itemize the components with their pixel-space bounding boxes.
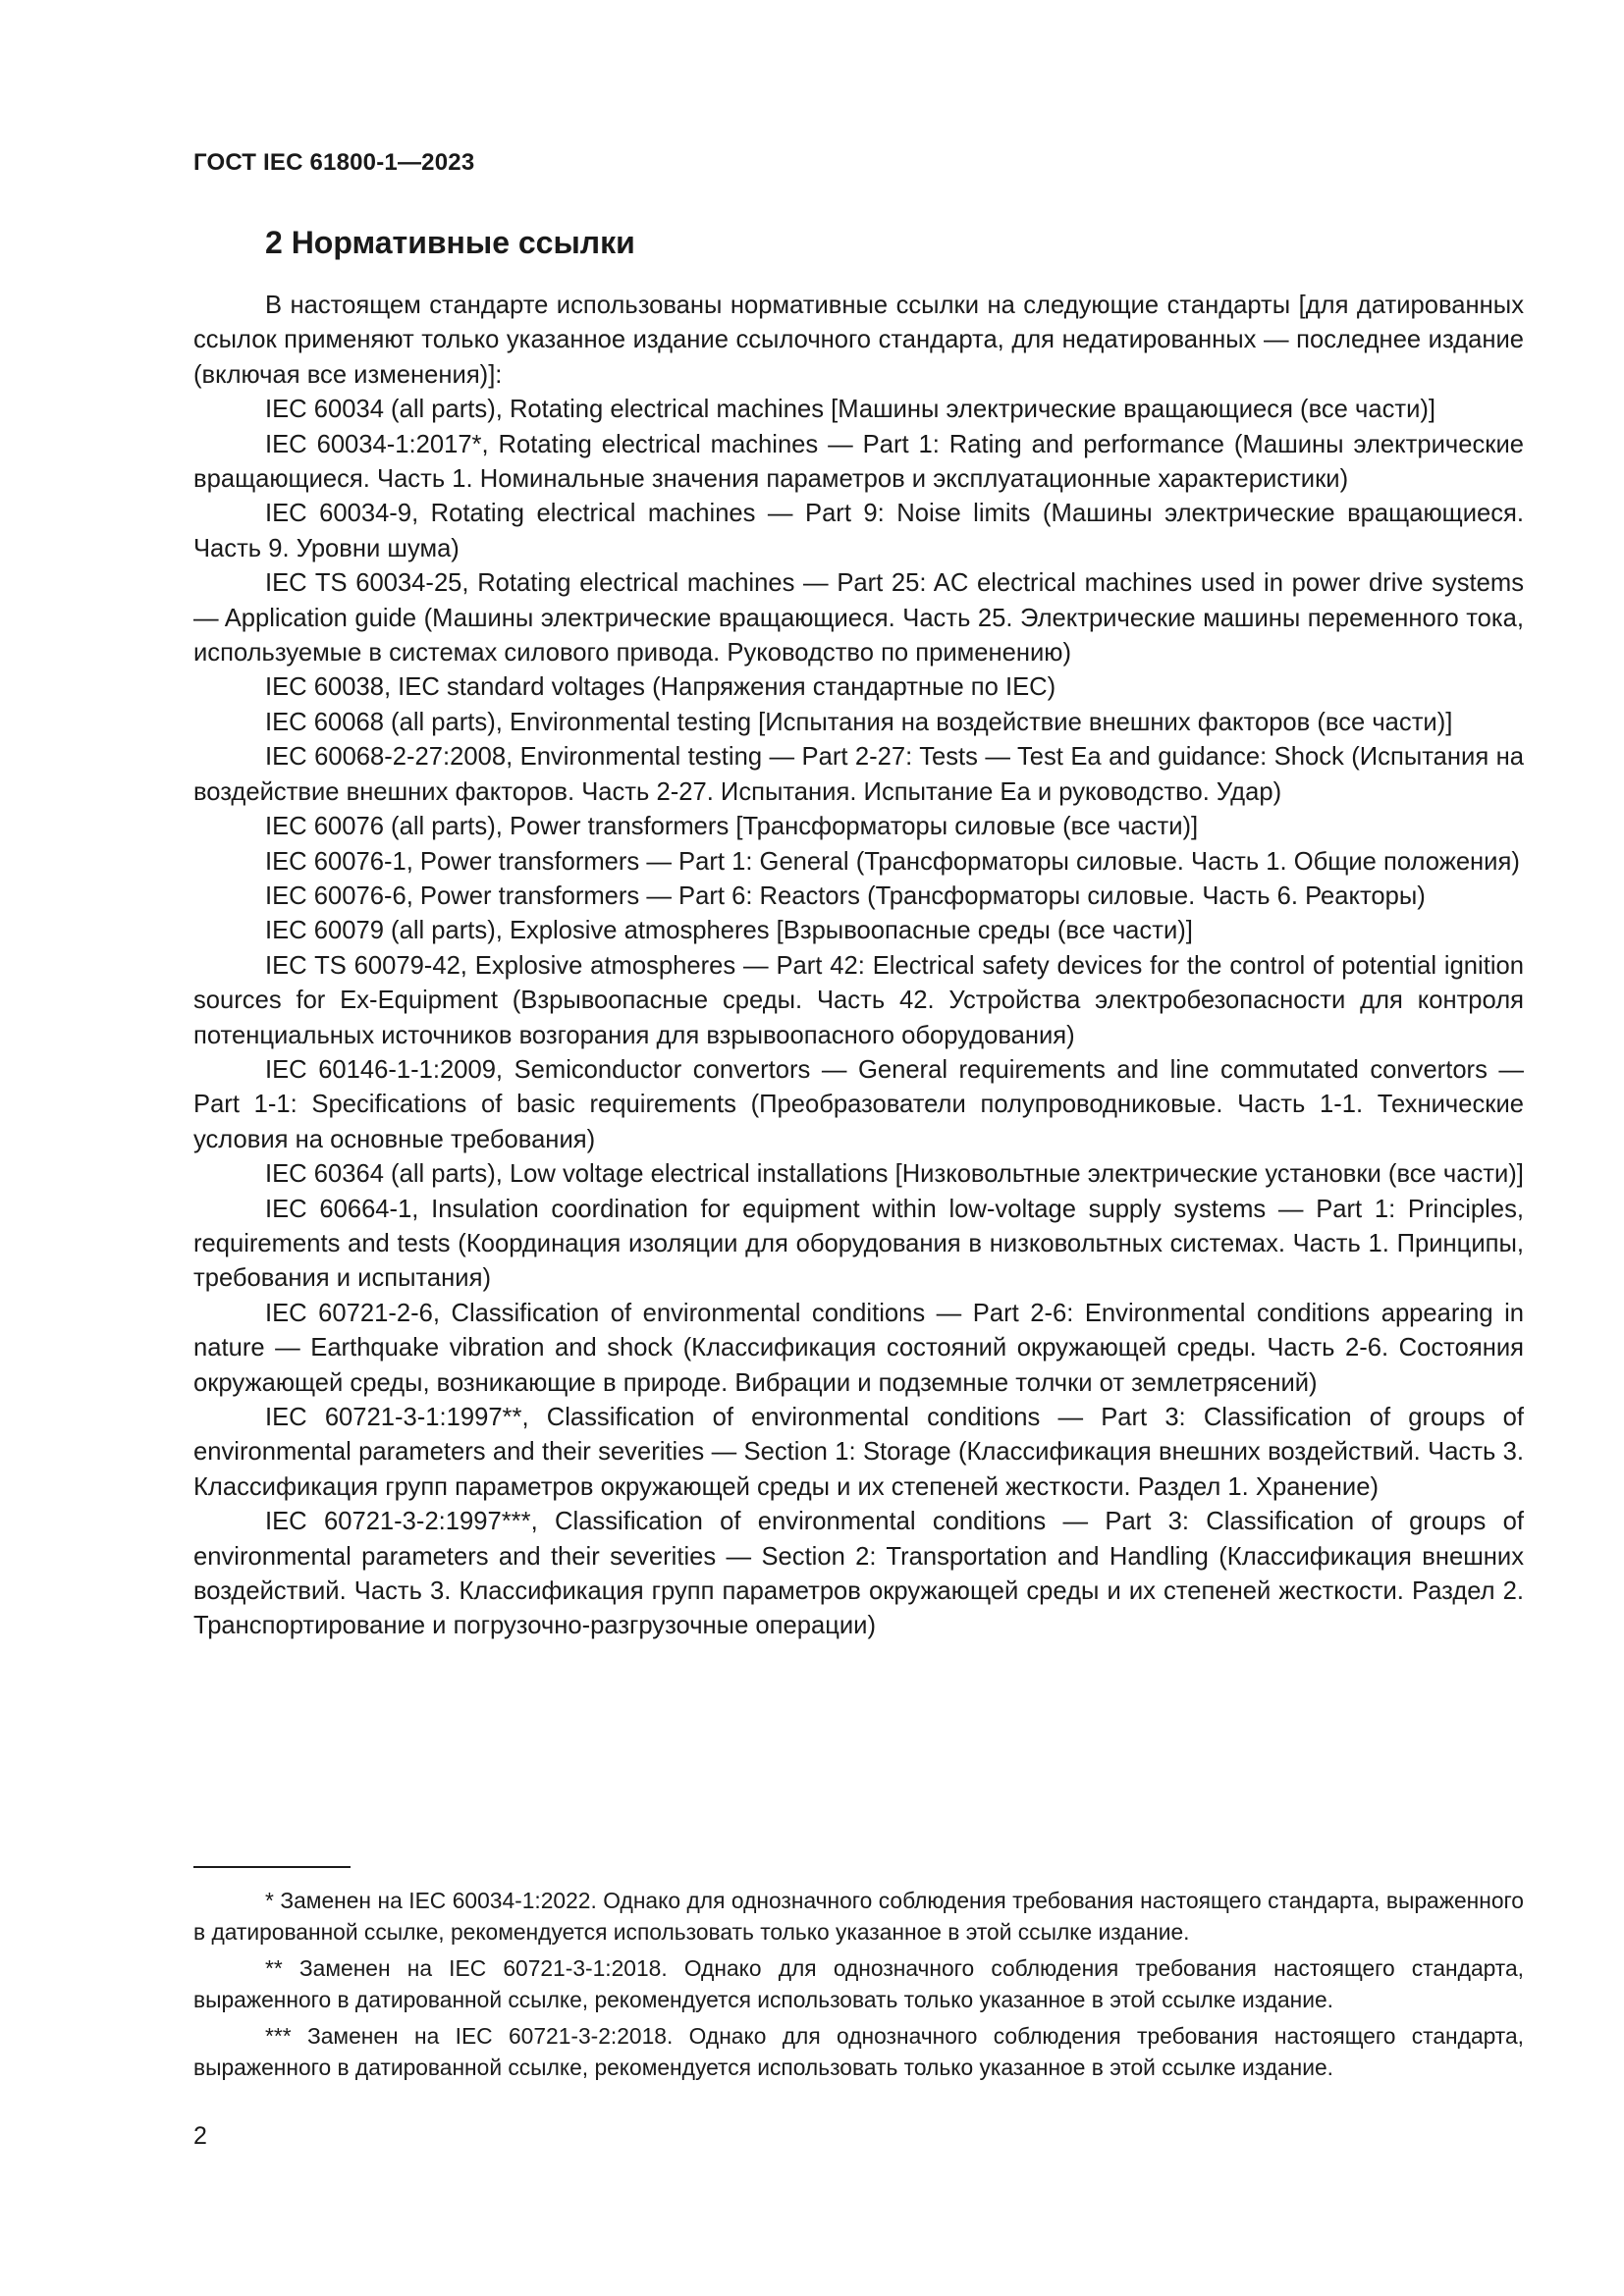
reference-entry: IEC 60034-1:2017*, Rotating electrical machines — Part 1: Rating and performance (Машины электрические вращающиеся. Часть 1. Номинальные значения параметров и эксплуатационные характеристики) [193, 430, 1524, 494]
reference-entry: IEC TS 60034-25, Rotating electrical machines — Part 25: AC electrical machines used in power drive systems — Application guide (Машины электрические вращающиеся. Часть 25. Электрические машины переменного тока, используемые в системах силового привода. Руководство по применению) [193, 569, 1524, 667]
reference-entry: IEC 60721-2-6, Classification of environmental conditions — Part 2-6: Environmental conditions appearing in nature — Earthquake vibration and shock (Классификация состояний окружающей среды. Часть 2-6. Состояния окружающей среды, возникающие в природе. Вибрации и подземные толчки от землетрясений) [193, 1299, 1524, 1397]
reference-entry: IEC 60068 (all parts), Environmental testing [Испытания на воздействие внешних факторов (все части)] [265, 708, 1453, 736]
reference-entry: IEC 60068-2-27:2008, Environmental testing — Part 2-27: Tests — Test Ea and guidance: Shock (Испытания на воздействие внешних факторов. Часть 2-27. Испытания. Испытание Ea и руководство. Удар) [193, 743, 1524, 806]
reference-entry: IEC 60076-6, Power transformers — Part 6: Reactors (Трансформаторы силовые. Часть 6. Реакторы) [265, 881, 1426, 910]
footnote-separator [193, 1866, 351, 1868]
normative-references-body [193, 289, 1524, 1644]
reference-entry: IEC 60034-9, Rotating electrical machines — Part 9: Noise limits (Машины электрические вращающиеся. Часть 9. Уровни шума) [193, 500, 1524, 562]
reference-entry: IEC 60034 (all parts), Rotating electrical machines [Машины электрические вращающиеся (все части)] [265, 396, 1436, 424]
reference-entry: IEC 60721-3-1:1997**, Classification of environmental conditions — Part 3: Classification of groups of environmental parameters and their severities — Section 1: Storage (Классификация внешних воздействий. Часть 3. Классификация групп параметров окружающей среды и их степеней жесткости. Раздел 1. Хранение) [193, 1404, 1524, 1501]
page-number: 2 [193, 2122, 207, 2150]
reference-entry: IEC 60721-3-2:1997***, Classification of environmental conditions — Part 3: Classification of groups of environmental parameters and their severities — Section 2: Transportation and Handling (Классификация внешних воздействий. Часть 3. Классификация групп параметров окружающей среды и их степеней жесткости. Раздел 2. Транспортирование и погрузочно-разгрузочные операции) [193, 1508, 1524, 1640]
footnote: ** Заменен на IEC 60721-3-1:2018. Однако для однозначного соблюдения требования настоящего стандарта, выраженного в датированной ссылке, рекомендуется использовать только указанное в этой ссылке издание. [193, 1955, 1524, 2012]
reference-entry: IEC 60664-1, Insulation coordination for equipment within low-voltage supply systems — Part 1: Principles, requirements and tests (Координация изоляции для оборудования в низковольтных системах. Часть 1. Принципы, требования и испытания) [193, 1195, 1524, 1293]
intro-paragraph: В настоящем стандарте использованы нормативные ссылки на следующие стандарты [для датированных ссылок применяют только указанное издание ссылочного стандарта, для недатированных — последнее издание (включая все изменения)]: [193, 292, 1524, 389]
reference-entry: IEC 60364 (all parts), Low voltage electrical installations [Низковольтные электрические установки (все части)] [265, 1160, 1524, 1189]
section-title: 2 Нормативные ссылки [265, 225, 635, 260]
footnote: * Заменен на IEC 60034-1:2022. Однако для однозначного соблюдения требования настоящего стандарта, выраженного в датированной ссылке, рекомендуется использовать только указанное в этой ссылке издание. [193, 1888, 1524, 1945]
footnotes [193, 1886, 1524, 2089]
footnote: *** Заменен на IEC 60721-3-2:2018. Однако для однозначного соблюдения требования настоящего стандарта, выраженного в датированной ссылке, рекомендуется использовать только указанное в этой ссылке издание. [193, 2023, 1524, 2080]
reference-entry: IEC TS 60079-42, Explosive atmospheres — Part 42: Electrical safety devices for the control of potential ignition sources for Ex-Equipment (Взрывоопасные среды. Часть 42. Устройства электробезопасности для контроля потенциальных источников возгорания для взрывоопасного оборудования) [193, 951, 1524, 1049]
reference-entry: IEC 60076 (all parts), Power transformers [Трансформаторы силовые (все части)] [265, 813, 1199, 841]
reference-entry: IEC 60038, IEC standard voltages (Напряжения стандартные по IEC) [265, 673, 1056, 702]
reference-entry: IEC 60076-1, Power transformers — Part 1: General (Трансформаторы силовые. Часть 1. Общие положения) [265, 847, 1520, 876]
reference-entry: IEC 60079 (all parts), Explosive atmospheres [Взрывоопасные среды (все части)] [265, 917, 1193, 945]
document-header: ГОСТ IEC 61800-1—2023 [193, 149, 475, 176]
reference-entry: IEC 60146-1-1:2009, Semiconductor convertors — General requirements and line commutated convertors — Part 1-1: Specifications of basic requirements (Преобразователи полупроводниковые. Часть 1-1. Технические условия на основные требования) [193, 1055, 1524, 1153]
